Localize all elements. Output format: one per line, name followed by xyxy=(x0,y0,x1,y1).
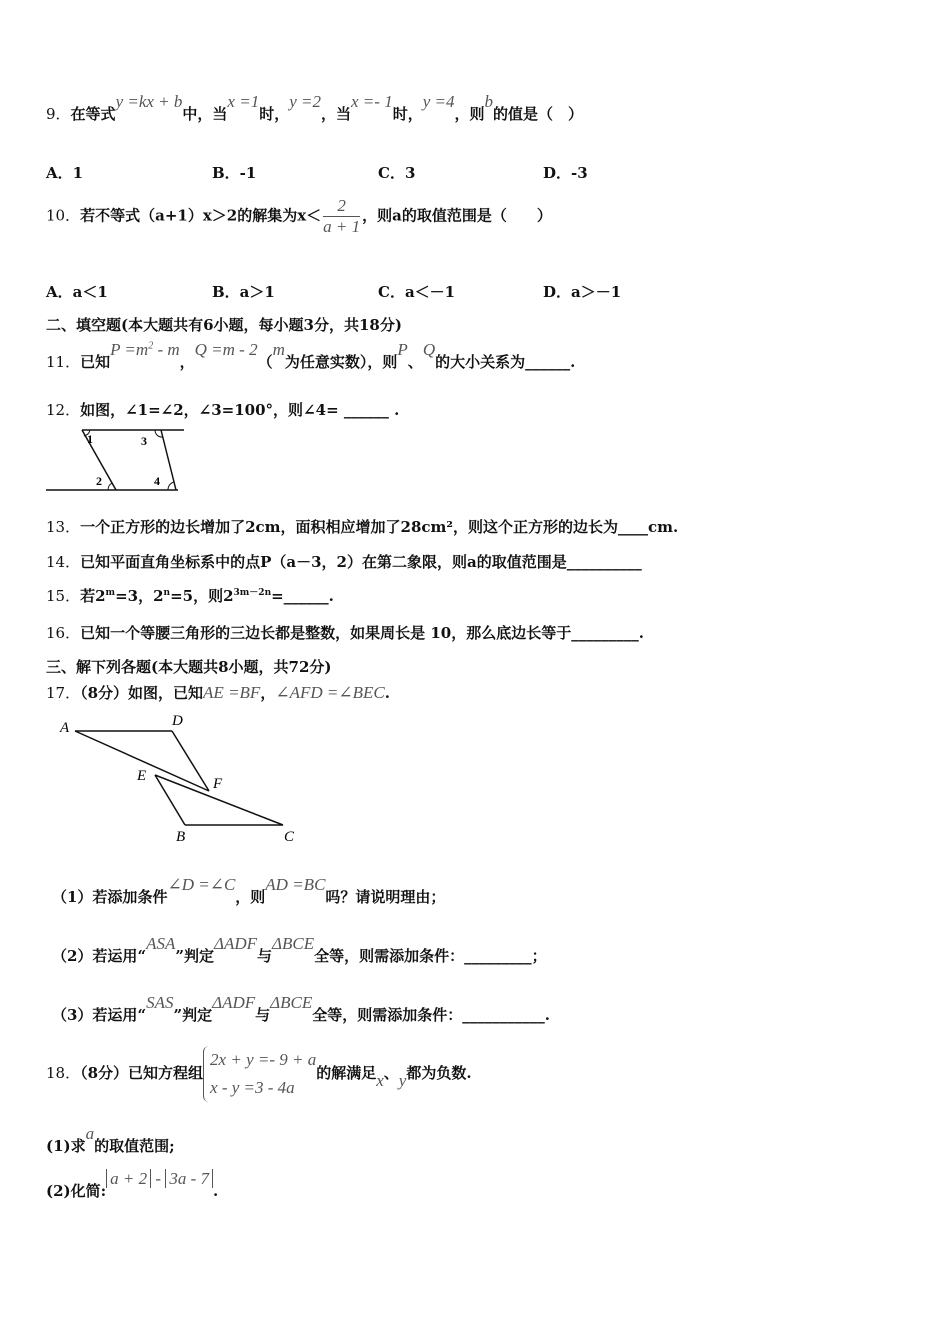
q17-label-b: B xyxy=(176,829,186,845)
q9-option-d: D．-3 xyxy=(543,164,588,182)
q12-angle-label-2: 2 xyxy=(96,474,102,488)
section-2-heading: 二、填空题(本大题共有6小题，每小题3分，共18分) xyxy=(46,316,402,334)
q16-stem: 16．已知一个等腰三角形的三边长都是整数，如果周长是 10，那么底边长等于_________. xyxy=(46,624,644,642)
q10-option-d: D．a＞－1 xyxy=(543,283,622,301)
q12-figure xyxy=(44,424,184,496)
q17-label-d: D xyxy=(172,713,183,729)
q9-option-b: B．-1 xyxy=(212,164,257,182)
q17-figure xyxy=(55,710,305,850)
q12-arc-2 xyxy=(108,483,112,490)
q9-option-c: C．3 xyxy=(378,164,416,182)
q10-fraction: $\frac{2}{a + 1}$ xyxy=(323,196,361,236)
q10-option-a: A．a＜1 xyxy=(46,283,108,301)
q12-stem: 12．如图，∠1=∠2，∠3=100°，则∠4= ______ . xyxy=(46,401,400,419)
q10-option-b: B．a＞1 xyxy=(212,283,275,301)
q17-label-a: A xyxy=(60,720,70,736)
q11-stem: 11．已知$P =m^2 - m$，Q =m - 2（m为任意实数），则P、Q的大小关系为______. xyxy=(46,340,576,371)
q9-number: 9． xyxy=(46,105,71,123)
q17-part-1: （1）若添加条件∠D =∠C，则AD =BC吗？请说明理由； xyxy=(52,875,446,906)
q13-stem: 13．一个正方形的边长增加了2cm，面积相应增加了28cm²，则这个正方形的边长为____cm. xyxy=(46,518,679,536)
q12-arc-4 xyxy=(168,482,174,490)
q17-part-2: （2）若运用“ASA”判定ΔADF与ΔBCE全等，则需添加条件：_________； xyxy=(52,934,547,965)
q18-part-1: (1)求a的取值范围; xyxy=(46,1124,175,1155)
q12-angle-label-3: 3 xyxy=(141,434,147,448)
q17-label-c: C xyxy=(284,829,295,845)
q14-stem: 14．已知平面直角坐标系中的点P（a－3，2）在第二象限，则a的取值范围是__________ xyxy=(46,553,642,571)
q10-stem: 10．若不等式（a+1）x＞2的解集为x＜ $\frac{2}{a + 1}$ ，则a的取值范围是（ ） xyxy=(46,196,552,236)
q10-option-c: C．a＜－1 xyxy=(378,283,456,301)
q9-option-a: A．1 xyxy=(46,164,84,182)
q12-angle-label-4: 4 xyxy=(154,474,160,488)
q17-label-e: E xyxy=(137,768,147,784)
q9-stem: 9．在等式y =kx + b中，当x =1时，y =2，当x =- 1时，y =4，则b的值是（ ） xyxy=(46,92,584,123)
q17-segment-eb xyxy=(155,775,185,825)
q9-eq1: y =kx + b xyxy=(115,92,183,111)
q15-stem: 15．若$2^m=3$，$2^n=5$，则$2^{3m-2n}=\_\_\_\_\_\_$. xyxy=(46,587,334,605)
section-3-heading: 三、解下列各题(本大题共8小题，共72分) xyxy=(46,658,332,676)
q12-right-side xyxy=(161,430,176,490)
q17-part-3: （3）若运用“SAS”判定ΔADF与ΔBCE全等，则需添加条件：___________. xyxy=(52,993,550,1024)
q17-stem: 17．（8分）如图，已知AE =BF，∠AFD =∠BEC. xyxy=(46,683,390,702)
q18-equation-system: 2x + y =- 9 + a x - y =3 - 4a xyxy=(203,1046,316,1102)
q17-label-f: F xyxy=(213,776,223,792)
q18-stem: 18．（8分）已知方程组 2x + y =- 9 + a x - y =3 - 4a 的解满足x、y都为负数. xyxy=(46,1046,472,1102)
q18-part-2: (2)化简:a + 2 - 3a - 7. xyxy=(46,1169,219,1200)
q12-angle-label-1: 1 xyxy=(87,432,93,446)
